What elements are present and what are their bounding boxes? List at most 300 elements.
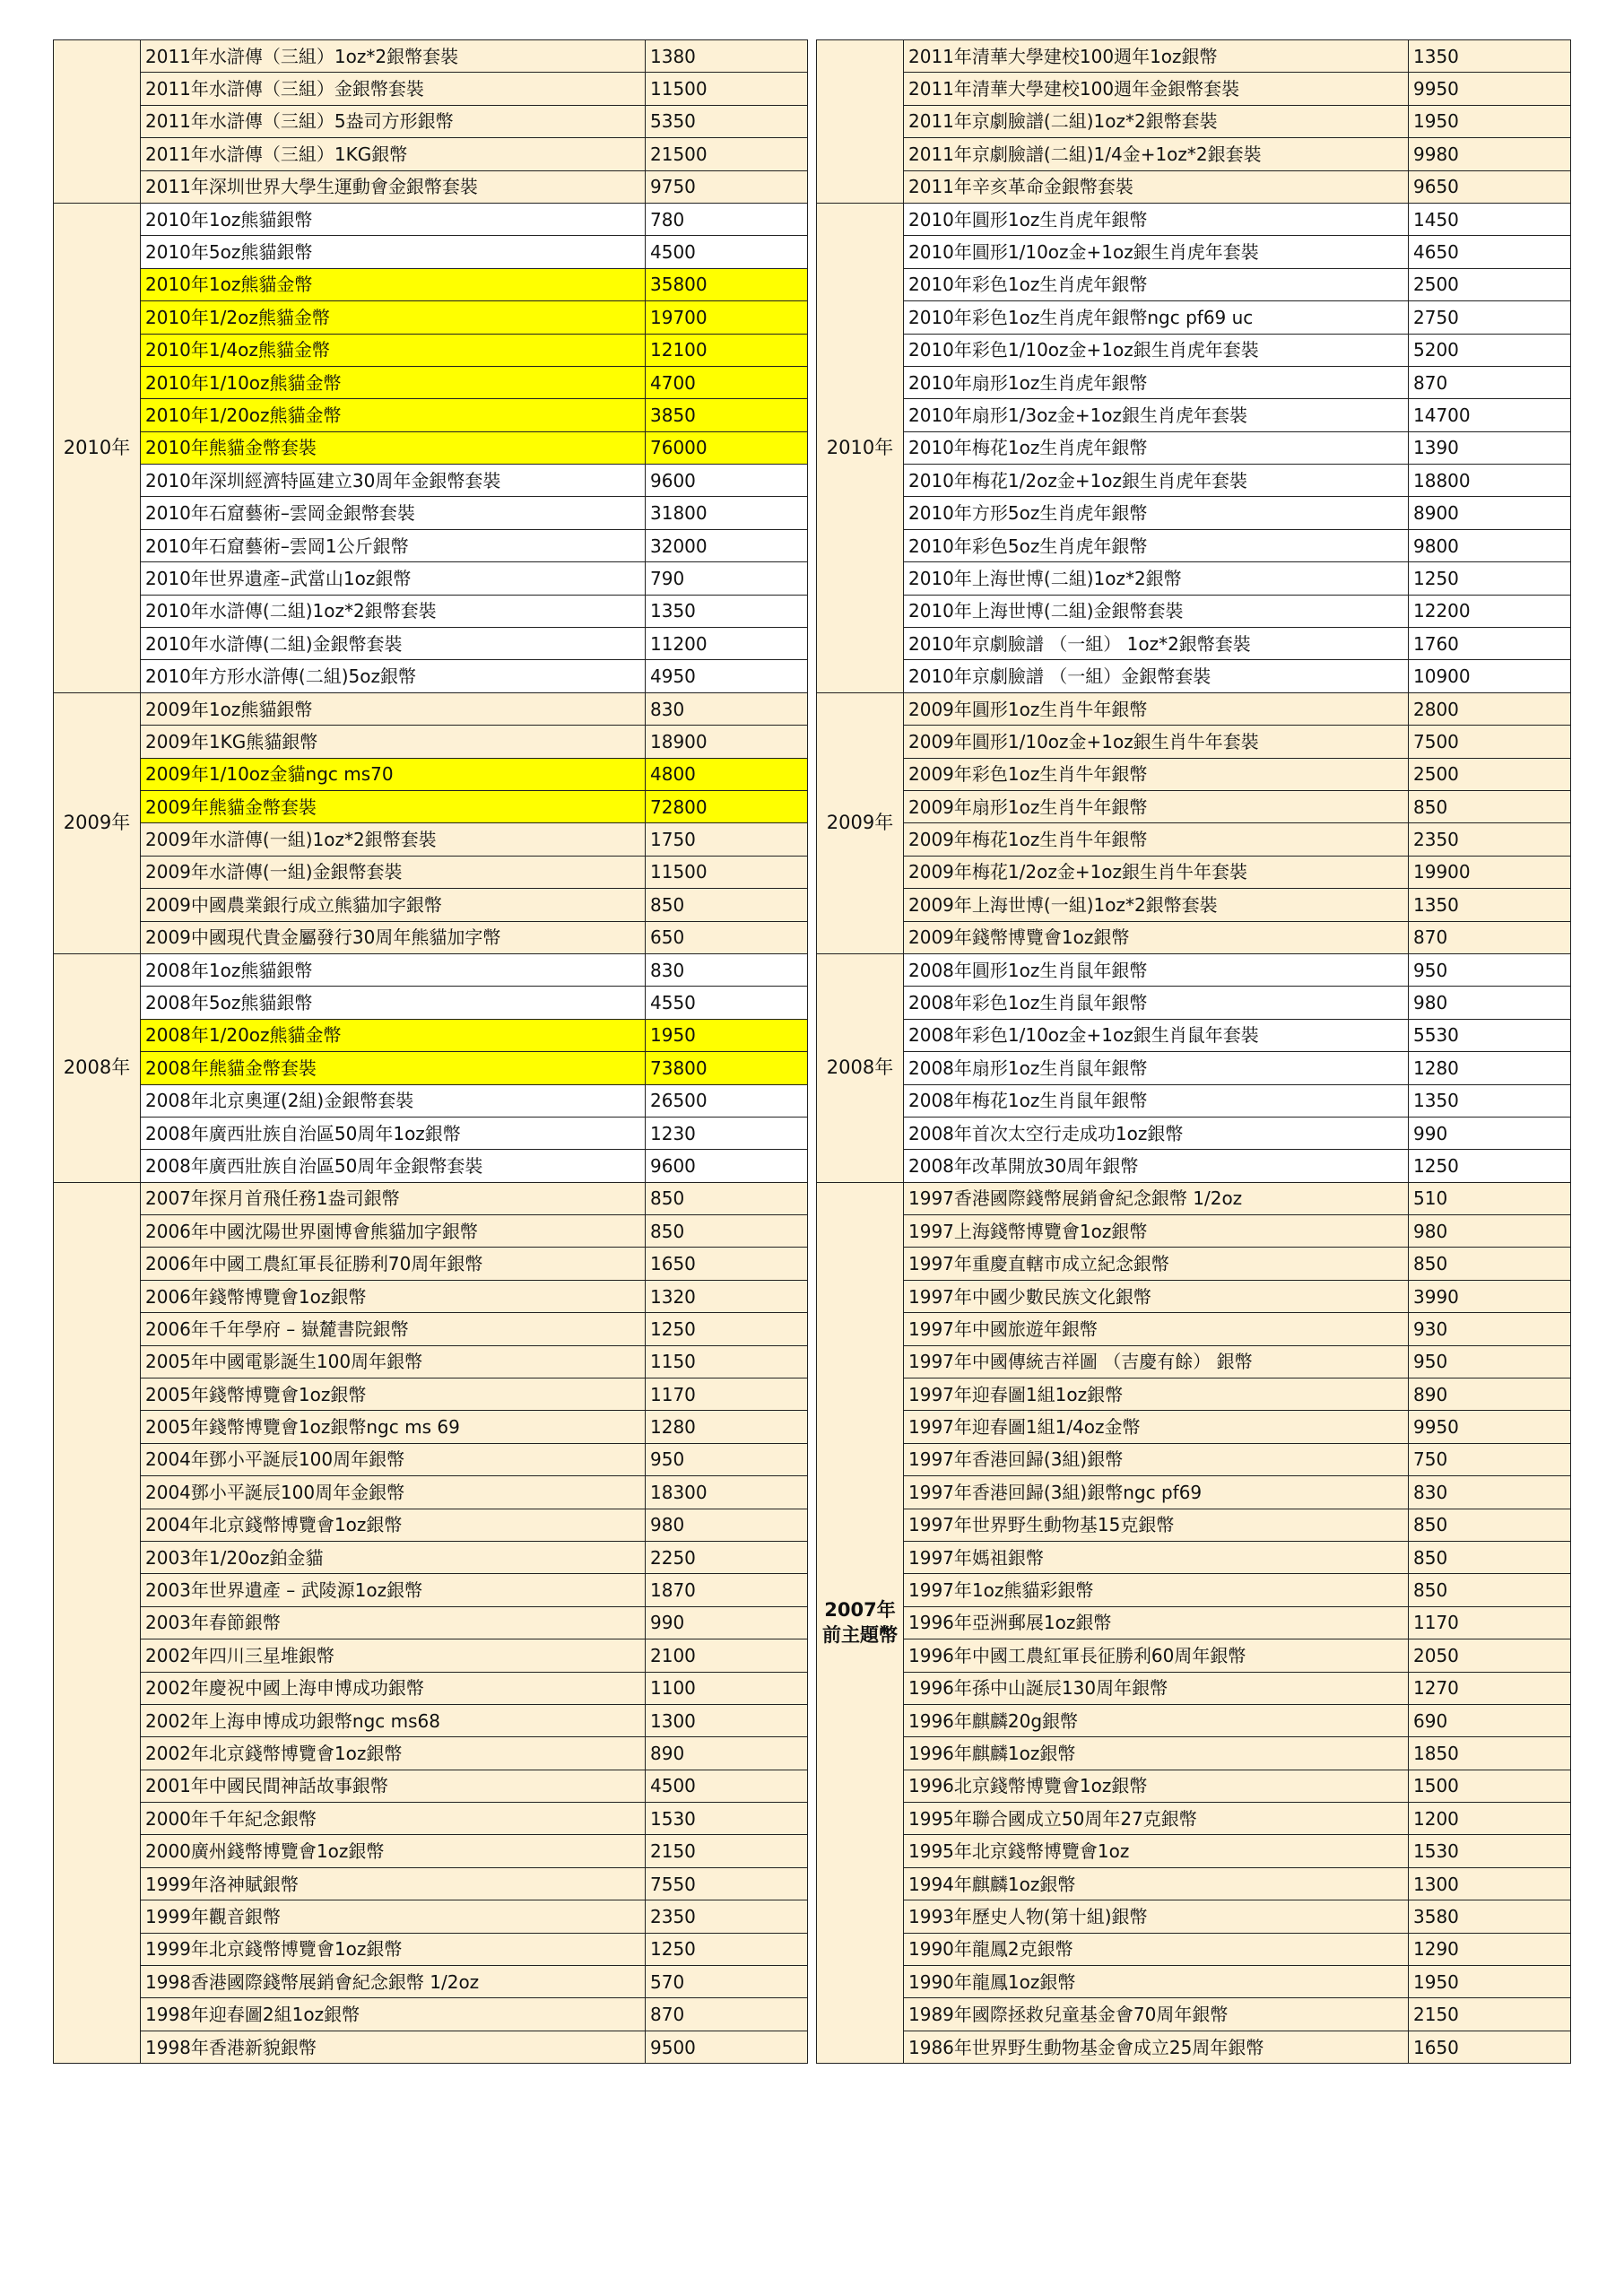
coin-price-cell: 650 xyxy=(646,921,808,953)
coin-name-cell: 2011年京劇臉譜(二組)1/4金+1oz*2銀套裝 xyxy=(904,138,1409,170)
coin-price-cell: 570 xyxy=(646,1966,808,1998)
table-row xyxy=(54,1248,808,1280)
table-row xyxy=(54,987,808,1019)
table-row xyxy=(817,823,1571,856)
coin-price-cell: 2500 xyxy=(1409,758,1571,790)
table-row xyxy=(54,790,808,822)
table-row xyxy=(54,1900,808,1933)
coin-price-cell: 1450 xyxy=(1409,203,1571,235)
coin-name-cell: 1995年北京錢幣博覽會1oz xyxy=(904,1835,1409,1867)
coin-name-cell: 2010年京劇臉譜 （一組） 1oz*2銀幣套裝 xyxy=(904,628,1409,660)
table-row xyxy=(817,628,1571,660)
table-row xyxy=(54,1150,808,1182)
coin-name-cell: 2011年辛亥革命金銀幣套裝 xyxy=(904,170,1409,203)
coin-price-cell: 690 xyxy=(1409,1704,1571,1736)
coin-price-cell: 4650 xyxy=(1409,236,1571,268)
coin-name-cell: 2011年水滸傳（三組）5盎司方形銀幣 xyxy=(141,105,646,137)
coin-name-cell: 2008年北京奧運(2組)金銀幣套裝 xyxy=(141,1084,646,1117)
table-row xyxy=(817,497,1571,529)
coin-price-cell: 8900 xyxy=(1409,497,1571,529)
coin-price-cell: 1280 xyxy=(1409,1052,1571,1084)
table-row xyxy=(54,1378,808,1411)
coin-price-cell: 10900 xyxy=(1409,660,1571,692)
coin-name-cell: 2009年水滸傳(一組)金銀幣套裝 xyxy=(141,856,646,888)
coin-name-cell: 1997香港國際錢幣展銷會紀念銀幣 1/2oz xyxy=(904,1182,1409,1214)
coin-name-cell: 2000廣州錢幣博覽會1oz銀幣 xyxy=(141,1835,646,1867)
coin-price-cell: 14700 xyxy=(1409,399,1571,431)
table-row xyxy=(54,1280,808,1312)
table-row xyxy=(817,301,1571,334)
coin-name-cell: 2008年首次太空行走成功1oz銀幣 xyxy=(904,1117,1409,1149)
table-row xyxy=(54,105,808,137)
coin-name-cell: 2010年1oz熊貓金幣 xyxy=(141,268,646,300)
coin-name-cell: 1997年香港回歸(3組)銀幣ngc pf69 xyxy=(904,1476,1409,1509)
coin-name-cell: 1995年聯合國成立50周年27克銀幣 xyxy=(904,1803,1409,1835)
table-row xyxy=(817,170,1571,203)
table-row xyxy=(817,334,1571,366)
coin-name-cell: 2009年圓形1oz生肖牛年銀幣 xyxy=(904,692,1409,725)
coin-name-cell: 2008年圓形1oz生肖鼠年銀幣 xyxy=(904,953,1409,986)
coin-name-cell: 1997上海錢幣博覽會1oz銀幣 xyxy=(904,1215,1409,1248)
coin-name-cell: 2010年扇形1/3oz金+1oz銀生肖虎年套裝 xyxy=(904,399,1409,431)
table-row xyxy=(817,1639,1571,1672)
coin-name-cell: 1997年重慶直轄市成立紀念銀幣 xyxy=(904,1248,1409,1280)
table-row xyxy=(817,1672,1571,1704)
coin-name-cell: 1997年1oz熊貓彩銀幣 xyxy=(904,1574,1409,1606)
coin-price-cell: 5530 xyxy=(1409,1019,1571,1051)
coin-name-cell: 2006年中國工農紅軍長征勝利70周年銀幣 xyxy=(141,1248,646,1280)
table-row xyxy=(54,138,808,170)
coin-name-cell: 2007年探月首飛任務1盎司銀幣 xyxy=(141,1182,646,1214)
coin-price-cell: 870 xyxy=(646,1998,808,2031)
table-row xyxy=(817,1052,1571,1084)
coin-name-cell: 2002年北京錢幣博覽會1oz銀幣 xyxy=(141,1737,646,1770)
coin-price-cell: 1650 xyxy=(1409,2031,1571,2063)
coin-name-cell: 2010年水滸傳(二組)金銀幣套裝 xyxy=(141,628,646,660)
coin-price-cell: 4950 xyxy=(646,660,808,692)
coin-name-cell: 2002年四川三星堆銀幣 xyxy=(141,1639,646,1672)
table-row xyxy=(54,1345,808,1378)
coin-price-cell: 1350 xyxy=(646,595,808,627)
coin-name-cell: 2004鄧小平誕辰100周年金銀幣 xyxy=(141,1476,646,1509)
coin-name-cell: 2005年錢幣博覽會1oz銀幣ngc ms 69 xyxy=(141,1411,646,1443)
coin-price-cell: 850 xyxy=(1409,1509,1571,1541)
table-row xyxy=(54,40,808,73)
table-row xyxy=(817,1248,1571,1280)
coin-price-cell: 1500 xyxy=(1409,1770,1571,1802)
coin-name-cell: 2010年方形水滸傳(二組)5oz銀幣 xyxy=(141,660,646,692)
coin-name-cell: 2010年京劇臉譜 （一組）金銀幣套裝 xyxy=(904,660,1409,692)
coin-price-cell: 870 xyxy=(1409,366,1571,398)
coin-name-cell: 2010年圓形1/10oz金+1oz銀生肖虎年套裝 xyxy=(904,236,1409,268)
table-row xyxy=(54,1639,808,1672)
coin-price-cell: 1250 xyxy=(1409,1150,1571,1182)
table-row xyxy=(817,529,1571,561)
coin-name-cell: 1994年麒麟1oz銀幣 xyxy=(904,1867,1409,1900)
coin-name-cell: 2006年中國沈陽世界園博會熊貓加字銀幣 xyxy=(141,1215,646,1248)
table-row xyxy=(817,203,1571,235)
table-row xyxy=(817,1443,1571,1475)
right-price-table xyxy=(816,39,1571,2064)
table-row xyxy=(54,953,808,986)
coin-name-cell: 1996年孫中山誕辰130周年銀幣 xyxy=(904,1672,1409,1704)
year-group-label xyxy=(54,1182,141,2064)
coin-price-cell: 750 xyxy=(1409,1443,1571,1475)
table-row xyxy=(54,1215,808,1248)
coin-price-cell: 830 xyxy=(646,692,808,725)
coin-price-cell: 18900 xyxy=(646,726,808,758)
coin-price-cell: 950 xyxy=(646,1443,808,1475)
coin-price-cell: 1270 xyxy=(1409,1672,1571,1704)
year-group-label: 2008年 xyxy=(54,953,141,1182)
coin-name-cell: 1997年媽祖銀幣 xyxy=(904,1541,1409,1573)
coin-name-cell: 2004年北京錢幣博覽會1oz銀幣 xyxy=(141,1509,646,1541)
table-row xyxy=(817,1737,1571,1770)
table-row xyxy=(817,1411,1571,1443)
coin-name-cell: 2010年方形5oz生肖虎年銀幣 xyxy=(904,497,1409,529)
table-row xyxy=(817,268,1571,300)
coin-price-cell: 9650 xyxy=(1409,170,1571,203)
table-row xyxy=(54,1052,808,1084)
coin-price-cell: 1530 xyxy=(1409,1835,1571,1867)
coin-name-cell: 1986年世界野生動物基金會成立25周年銀幣 xyxy=(904,2031,1409,2063)
table-row xyxy=(817,366,1571,398)
table-row xyxy=(54,1803,808,1835)
coin-name-cell: 2009年圓形1/10oz金+1oz銀生肖牛年套裝 xyxy=(904,726,1409,758)
table-row xyxy=(54,1084,808,1117)
table-row xyxy=(54,73,808,105)
coin-name-cell: 2010年上海世博(二組)金銀幣套裝 xyxy=(904,595,1409,627)
coin-name-cell: 2009年彩色1oz生肖牛年銀幣 xyxy=(904,758,1409,790)
table-row xyxy=(54,497,808,529)
coin-name-cell: 2008年1oz熊貓銀幣 xyxy=(141,953,646,986)
table-row xyxy=(54,1998,808,2031)
coin-name-cell: 2001年中國民間神話故事銀幣 xyxy=(141,1770,646,1802)
table-row xyxy=(817,399,1571,431)
coin-name-cell: 2010年梅花1/2oz金+1oz銀生肖虎年套裝 xyxy=(904,465,1409,497)
coin-price-cell: 35800 xyxy=(646,268,808,300)
coin-price-cell: 930 xyxy=(1409,1313,1571,1345)
coin-price-cell: 7500 xyxy=(1409,726,1571,758)
coin-price-cell: 1390 xyxy=(1409,431,1571,464)
table-row xyxy=(817,1313,1571,1345)
table-row xyxy=(54,856,808,888)
table-row xyxy=(817,465,1571,497)
coin-price-cell: 1250 xyxy=(646,1933,808,1965)
coin-name-cell: 1997年世界野生動物基15克銀幣 xyxy=(904,1509,1409,1541)
table-row xyxy=(54,1019,808,1051)
table-row xyxy=(817,1215,1571,1248)
coin-price-cell: 850 xyxy=(646,1215,808,1248)
year-group-label: 2008年 xyxy=(817,953,904,1182)
table-row xyxy=(817,660,1571,692)
coin-name-cell: 1998年迎春圖2組1oz銀幣 xyxy=(141,1998,646,2031)
table-row xyxy=(817,138,1571,170)
table-row xyxy=(54,203,808,235)
coin-price-cell: 9800 xyxy=(1409,529,1571,561)
table-row xyxy=(817,431,1571,464)
table-row xyxy=(817,1541,1571,1573)
coin-name-cell: 2009年上海世博(一組)1oz*2銀幣套裝 xyxy=(904,889,1409,921)
year-group-label: 2010年 xyxy=(817,203,904,692)
coin-price-cell: 3580 xyxy=(1409,1900,1571,1933)
coin-name-cell: 2002年慶祝中國上海申博成功銀幣 xyxy=(141,1672,646,1704)
coin-price-cell: 850 xyxy=(1409,790,1571,822)
coin-price-cell: 12100 xyxy=(646,334,808,366)
coin-name-cell: 1990年龍鳳2克銀幣 xyxy=(904,1933,1409,1965)
coin-name-cell: 2010年1/10oz熊貓金幣 xyxy=(141,366,646,398)
coin-name-cell: 2009年扇形1oz生肖牛年銀幣 xyxy=(904,790,1409,822)
coin-name-cell: 1999年北京錢幣博覽會1oz銀幣 xyxy=(141,1933,646,1965)
table-row xyxy=(817,1933,1571,1965)
coin-price-cell: 9750 xyxy=(646,170,808,203)
table-row xyxy=(54,1737,808,1770)
coin-price-cell: 2500 xyxy=(1409,268,1571,300)
coin-name-cell: 2011年深圳世界大學生運動會金銀幣套裝 xyxy=(141,170,646,203)
year-group-label xyxy=(54,40,141,204)
coin-name-cell: 2010年彩色5oz生肖虎年銀幣 xyxy=(904,529,1409,561)
coin-price-cell: 2100 xyxy=(646,1639,808,1672)
coin-name-cell: 2010年1/4oz熊貓金幣 xyxy=(141,334,646,366)
table-row xyxy=(817,1803,1571,1835)
coin-name-cell: 2011年水滸傳（三組）1oz*2銀幣套裝 xyxy=(141,40,646,73)
coin-name-cell: 1996年麒麟20g銀幣 xyxy=(904,1704,1409,1736)
coin-name-cell: 1997年香港回歸(3組)銀幣 xyxy=(904,1443,1409,1475)
table-row xyxy=(54,726,808,758)
table-row xyxy=(817,1770,1571,1802)
table-row xyxy=(54,823,808,856)
table-row xyxy=(54,1672,808,1704)
coin-name-cell: 2010年深圳經濟特區建立30周年金銀幣套裝 xyxy=(141,465,646,497)
coin-price-cell: 5350 xyxy=(646,105,808,137)
coin-name-cell: 2006年錢幣博覽會1oz銀幣 xyxy=(141,1280,646,1312)
coin-price-cell: 9950 xyxy=(1409,73,1571,105)
coin-name-cell: 2010年梅花1oz生肖虎年銀幣 xyxy=(904,431,1409,464)
table-row xyxy=(817,1966,1571,1998)
coin-price-cell: 830 xyxy=(1409,1476,1571,1509)
table-row xyxy=(54,562,808,595)
coin-name-cell: 2009中國現代貴金屬發行30周年熊貓加字幣 xyxy=(141,921,646,953)
coin-name-cell: 2008年梅花1oz生肖鼠年銀幣 xyxy=(904,1084,1409,1117)
coin-price-cell: 510 xyxy=(1409,1182,1571,1214)
table-row xyxy=(54,1574,808,1606)
coin-name-cell: 2009年梅花1oz生肖牛年銀幣 xyxy=(904,823,1409,856)
coin-price-cell: 1100 xyxy=(646,1672,808,1704)
table-row xyxy=(817,1476,1571,1509)
table-row xyxy=(54,595,808,627)
coin-price-cell: 890 xyxy=(1409,1378,1571,1411)
coin-name-cell: 2010年彩色1oz生肖虎年銀幣 xyxy=(904,268,1409,300)
coin-price-cell: 4500 xyxy=(646,1770,808,1802)
coin-name-cell: 2010年1/2oz熊貓金幣 xyxy=(141,301,646,334)
coin-name-cell: 2011年水滸傳（三組）金銀幣套裝 xyxy=(141,73,646,105)
table-row xyxy=(817,40,1571,73)
coin-name-cell: 2008年熊貓金幣套裝 xyxy=(141,1052,646,1084)
coin-name-cell: 2003年1/20oz鉑金貓 xyxy=(141,1541,646,1573)
table-row xyxy=(54,2031,808,2063)
coin-price-cell: 31800 xyxy=(646,497,808,529)
coin-price-cell: 2250 xyxy=(646,1541,808,1573)
coin-price-cell: 1290 xyxy=(1409,1933,1571,1965)
table-row xyxy=(54,1476,808,1509)
coin-name-cell: 1996年中國工農紅軍長征勝利60周年銀幣 xyxy=(904,1639,1409,1672)
coin-price-cell: 1250 xyxy=(646,1313,808,1345)
coin-price-cell: 21500 xyxy=(646,138,808,170)
year-group-label xyxy=(817,40,904,204)
coin-name-cell: 2008年扇形1oz生肖鼠年銀幣 xyxy=(904,1052,1409,1084)
table-row xyxy=(54,889,808,921)
table-row xyxy=(54,1770,808,1802)
coin-name-cell: 2009年1KG熊貓銀幣 xyxy=(141,726,646,758)
coin-price-cell: 3850 xyxy=(646,399,808,431)
table-row xyxy=(817,73,1571,105)
table-row xyxy=(817,1867,1571,1900)
table-row xyxy=(54,301,808,334)
coin-price-cell: 890 xyxy=(646,1737,808,1770)
coin-price-cell: 4700 xyxy=(646,366,808,398)
table-row xyxy=(54,1117,808,1149)
coin-price-cell: 990 xyxy=(1409,1117,1571,1149)
coin-name-cell: 2010年彩色1oz生肖虎年銀幣ngc pf69 uc xyxy=(904,301,1409,334)
coin-name-cell: 1996年亞洲郵展1oz銀幣 xyxy=(904,1606,1409,1639)
coin-name-cell: 2010年彩色1/10oz金+1oz銀生肖虎年套裝 xyxy=(904,334,1409,366)
table-row xyxy=(54,1606,808,1639)
coin-price-cell: 5200 xyxy=(1409,334,1571,366)
table-row xyxy=(54,236,808,268)
coin-name-cell: 2010年世界遺產–武當山1oz銀幣 xyxy=(141,562,646,595)
table-row xyxy=(817,105,1571,137)
coin-price-cell: 4500 xyxy=(646,236,808,268)
table-row xyxy=(54,1541,808,1573)
coin-name-cell: 2010年石窟藝術–雲岡1公斤銀幣 xyxy=(141,529,646,561)
coin-price-cell: 1950 xyxy=(1409,1966,1571,1998)
table-row xyxy=(817,1084,1571,1117)
coin-name-cell: 2009年梅花1/2oz金+1oz銀生肖牛年套裝 xyxy=(904,856,1409,888)
coin-price-cell: 850 xyxy=(1409,1574,1571,1606)
coin-price-cell: 9500 xyxy=(646,2031,808,2063)
coin-name-cell: 1997年中國少數民族文化銀幣 xyxy=(904,1280,1409,1312)
coin-price-cell: 1650 xyxy=(646,1248,808,1280)
coin-name-cell: 2010年扇形1oz生肖虎年銀幣 xyxy=(904,366,1409,398)
coin-name-cell: 2003年世界遺產 – 武陵源1oz銀幣 xyxy=(141,1574,646,1606)
coin-price-cell: 32000 xyxy=(646,529,808,561)
table-row xyxy=(54,529,808,561)
coin-name-cell: 2008年廣西壯族自治區50周年金銀幣套裝 xyxy=(141,1150,646,1182)
coin-price-cell: 850 xyxy=(646,1182,808,1214)
coin-name-cell: 2011年清華大學建校100週年1oz銀幣 xyxy=(904,40,1409,73)
coin-price-cell: 830 xyxy=(646,953,808,986)
coin-name-cell: 2008年彩色1/10oz金+1oz銀生肖鼠年套裝 xyxy=(904,1019,1409,1051)
coin-price-cell: 2350 xyxy=(646,1900,808,1933)
table-row xyxy=(817,1117,1571,1149)
coin-price-cell: 2050 xyxy=(1409,1639,1571,1672)
coin-name-cell: 1998香港國際錢幣展銷會紀念銀幣 1/2oz xyxy=(141,1966,646,1998)
table-row xyxy=(54,1933,808,1965)
coin-price-cell: 19900 xyxy=(1409,856,1571,888)
coin-price-cell: 1530 xyxy=(646,1803,808,1835)
table-row xyxy=(817,758,1571,790)
coin-name-cell: 1999年觀音銀幣 xyxy=(141,1900,646,1933)
coin-name-cell: 2009年熊貓金幣套裝 xyxy=(141,790,646,822)
coin-price-cell: 1200 xyxy=(1409,1803,1571,1835)
coin-name-cell: 1990年龍鳳1oz銀幣 xyxy=(904,1966,1409,1998)
table-row xyxy=(817,1574,1571,1606)
left-price-table xyxy=(53,39,808,2064)
table-row xyxy=(817,987,1571,1019)
coin-name-cell: 2009年水滸傳(一組)1oz*2銀幣套裝 xyxy=(141,823,646,856)
coin-name-cell: 2011年清華大學建校100週年金銀幣套裝 xyxy=(904,73,1409,105)
coin-name-cell: 1999年洛神賦銀幣 xyxy=(141,1867,646,1900)
coin-price-cell: 1850 xyxy=(1409,1737,1571,1770)
table-row xyxy=(817,2031,1571,2063)
table-row xyxy=(817,236,1571,268)
coin-name-cell: 1997年中國傳統吉祥圖 （吉慶有餘） 銀幣 xyxy=(904,1345,1409,1378)
table-row xyxy=(817,1509,1571,1541)
coin-price-cell: 2150 xyxy=(1409,1998,1571,2031)
table-row xyxy=(817,1704,1571,1736)
table-row xyxy=(817,726,1571,758)
coin-price-cell: 72800 xyxy=(646,790,808,822)
coin-price-cell: 870 xyxy=(1409,921,1571,953)
coin-price-cell: 980 xyxy=(1409,987,1571,1019)
coin-price-cell: 1760 xyxy=(1409,628,1571,660)
coin-price-cell: 73800 xyxy=(646,1052,808,1084)
year-group-label: 2010年 xyxy=(54,203,141,692)
coin-name-cell: 2005年錢幣博覽會1oz銀幣 xyxy=(141,1378,646,1411)
table-row xyxy=(54,1509,808,1541)
coin-price-cell: 11200 xyxy=(646,628,808,660)
coin-name-cell: 1996年麒麟1oz銀幣 xyxy=(904,1737,1409,1770)
table-row xyxy=(54,431,808,464)
table-row xyxy=(817,562,1571,595)
table-row xyxy=(817,1280,1571,1312)
coin-name-cell: 2008年5oz熊貓銀幣 xyxy=(141,987,646,1019)
coin-price-cell: 950 xyxy=(1409,1345,1571,1378)
coin-name-cell: 2004年鄧小平誕辰100周年銀幣 xyxy=(141,1443,646,1475)
coin-price-cell: 4800 xyxy=(646,758,808,790)
table-row xyxy=(54,921,808,953)
year-group-label: 2009年 xyxy=(817,692,904,953)
coin-name-cell: 2010年石窟藝術–雲岡金銀幣套裝 xyxy=(141,497,646,529)
coin-price-cell: 2350 xyxy=(1409,823,1571,856)
coin-price-cell: 9600 xyxy=(646,1150,808,1182)
coin-price-cell: 9950 xyxy=(1409,1411,1571,1443)
coin-name-cell: 2009中國農業銀行成立熊貓加字銀幣 xyxy=(141,889,646,921)
coin-price-cell: 1300 xyxy=(1409,1867,1571,1900)
coin-price-cell: 1250 xyxy=(1409,562,1571,595)
coin-name-cell: 1997年中國旅遊年銀幣 xyxy=(904,1313,1409,1345)
table-row xyxy=(54,399,808,431)
table-row xyxy=(54,660,808,692)
coin-price-cell: 950 xyxy=(1409,953,1571,986)
table-row xyxy=(817,1835,1571,1867)
coin-price-cell: 1170 xyxy=(1409,1606,1571,1639)
coin-price-cell: 1300 xyxy=(646,1704,808,1736)
coin-name-cell: 2000年千年紀念銀幣 xyxy=(141,1803,646,1835)
coin-price-cell: 11500 xyxy=(646,73,808,105)
table-row xyxy=(54,1966,808,1998)
coin-name-cell: 2010年熊貓金幣套裝 xyxy=(141,431,646,464)
coin-name-cell: 2002年上海申博成功銀幣ngc ms68 xyxy=(141,1704,646,1736)
table-row xyxy=(817,1345,1571,1378)
table-row xyxy=(54,692,808,725)
coin-price-cell: 11500 xyxy=(646,856,808,888)
coin-price-cell: 1750 xyxy=(646,823,808,856)
coin-name-cell: 2010年1/20oz熊貓金幣 xyxy=(141,399,646,431)
table-row xyxy=(54,758,808,790)
table-row xyxy=(817,1378,1571,1411)
table-row xyxy=(54,1867,808,1900)
